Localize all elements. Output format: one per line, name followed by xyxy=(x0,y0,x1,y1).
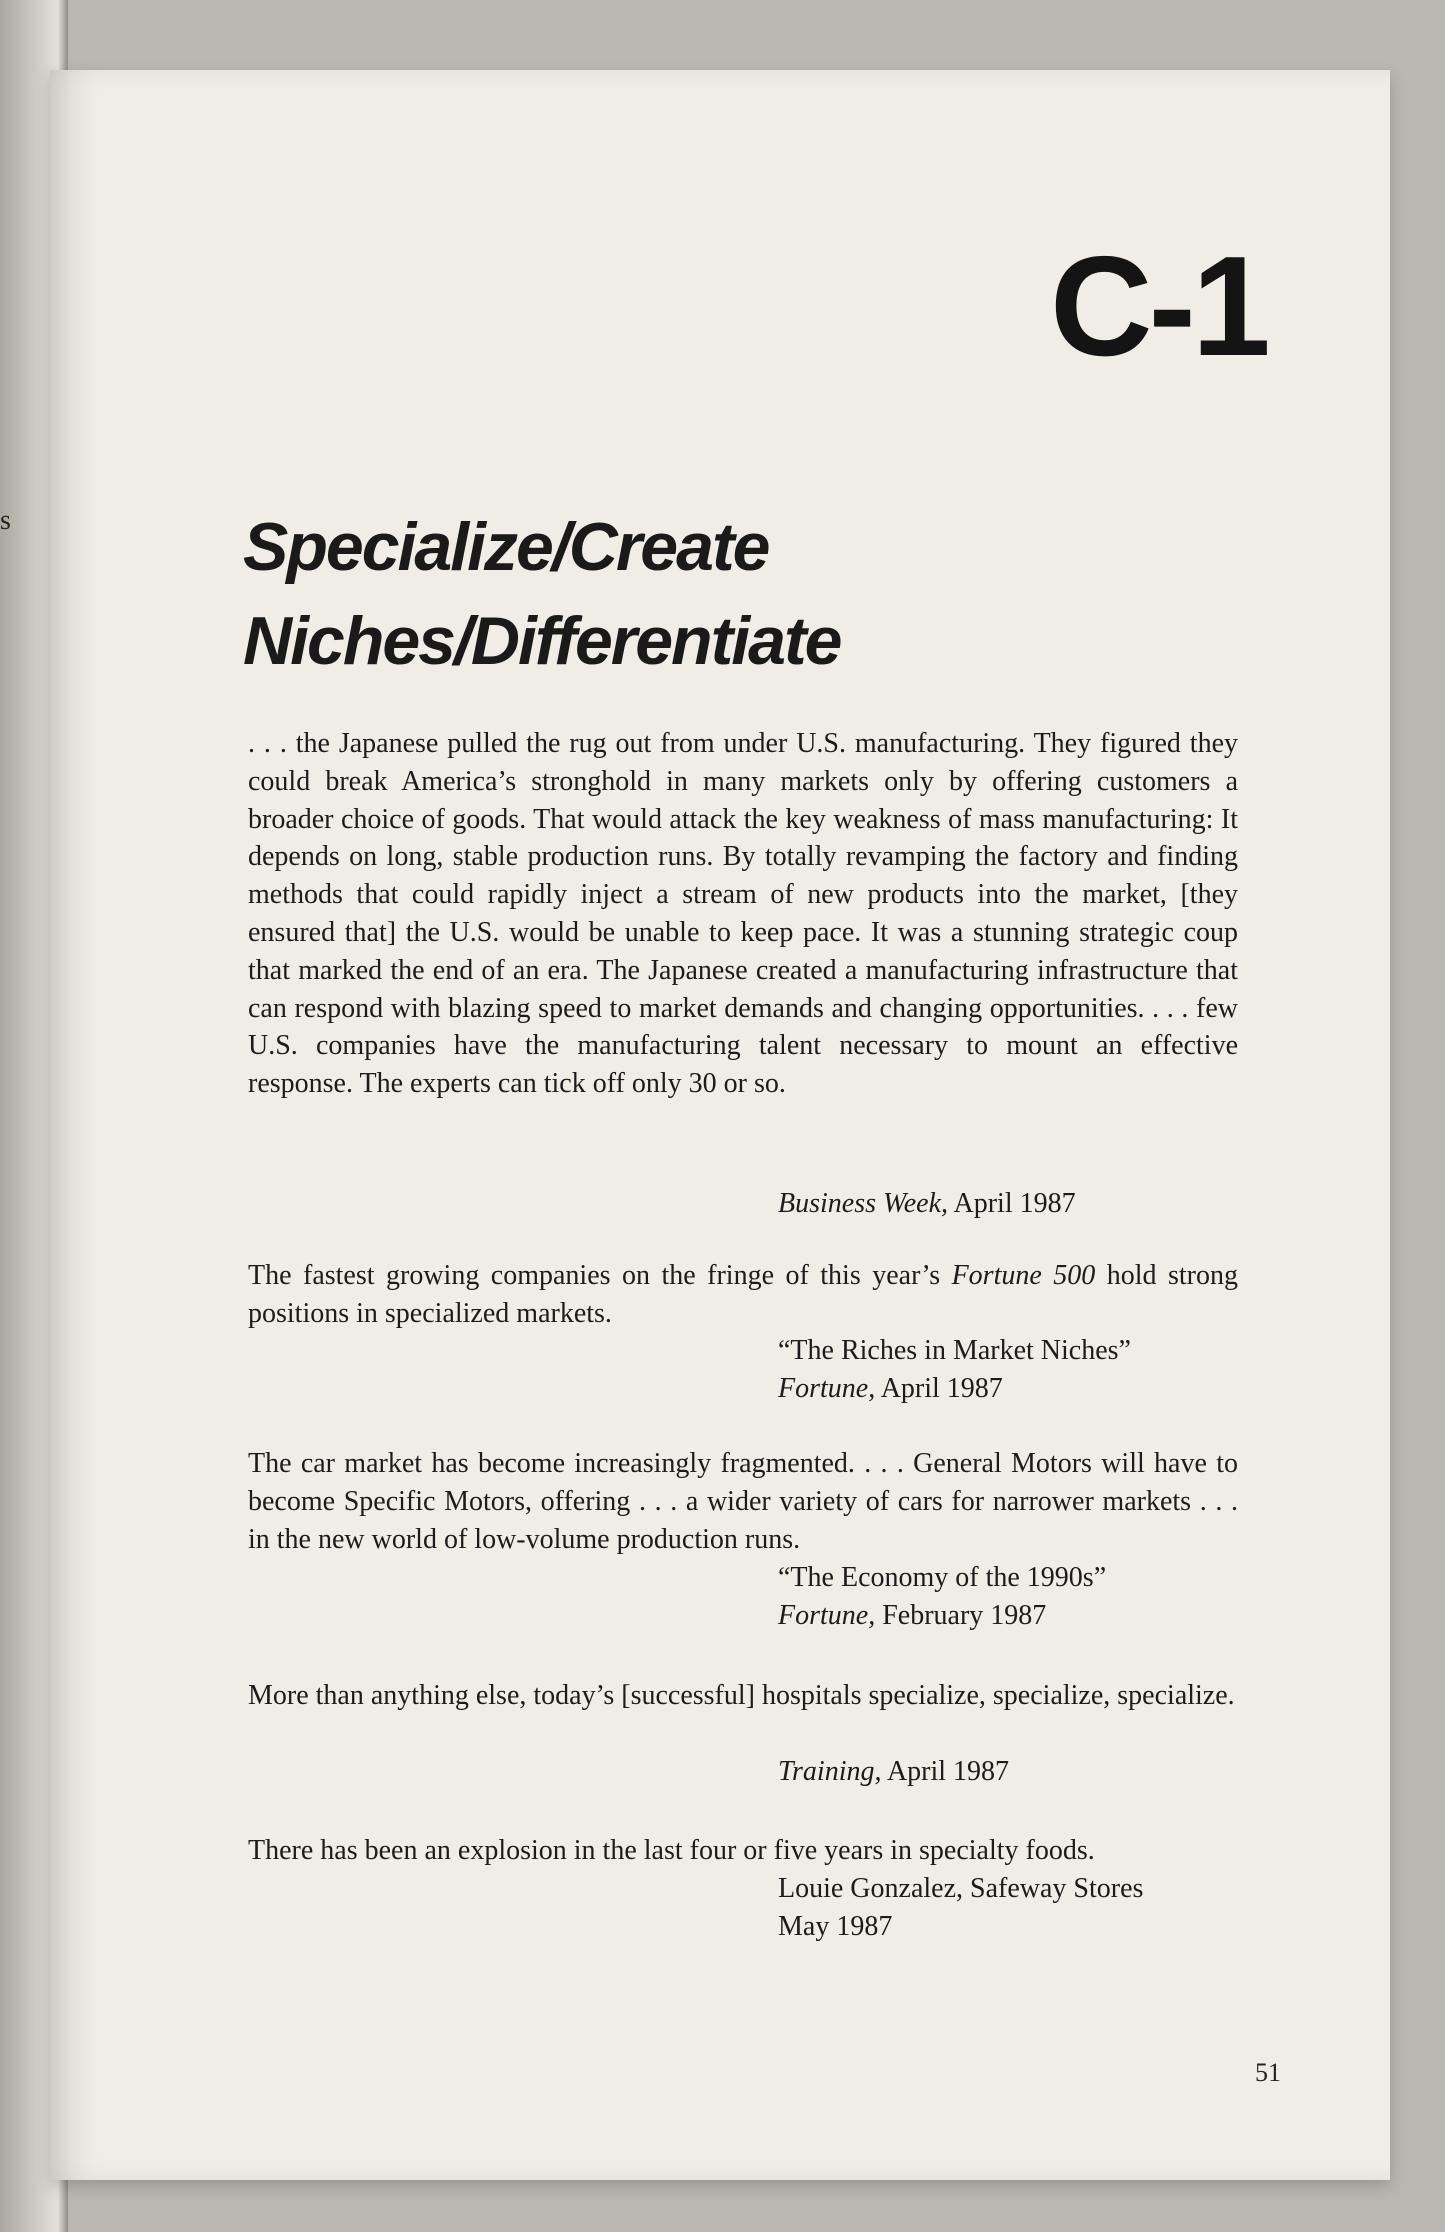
quote-2-publication: Fortune, xyxy=(778,1373,876,1404)
chapter-number: C-1 xyxy=(1050,227,1267,386)
quote-2-text xyxy=(248,1257,1238,1333)
quote-3-date: February 1987 xyxy=(882,1600,1047,1631)
quote-4-date: April 1987 xyxy=(886,1756,1010,1787)
chapter-title-line-2: Niches/Differentiate xyxy=(243,603,841,679)
quote-3-publication: Fortune, xyxy=(778,1600,876,1631)
book-page xyxy=(50,70,1390,2180)
quote-2-text-before: The fastest growing companies on the fringe of this year’s xyxy=(248,1260,952,1291)
quote-5-text: There has been an explosion in the last four or five years in specialty foods. xyxy=(248,1835,1095,1866)
quote-2-text-italic: Fortune 500 xyxy=(951,1260,1096,1291)
quote-2-text-after: hold strong positions in specialized markets. xyxy=(248,1260,1238,1329)
quote-4-text: More than anything else, today’s [successful] hospitals specialize, specialize, specialize. xyxy=(248,1680,1235,1711)
quote-4-source xyxy=(778,1753,1009,1791)
quote-1-publication: Business Week, xyxy=(778,1188,949,1219)
quote-4-publication: Training, xyxy=(778,1756,882,1787)
quote-2-date: April 1987 xyxy=(880,1373,1003,1404)
facing-page-letter: s xyxy=(0,505,11,536)
quote-2-article: “The Riches in Market Niches” xyxy=(778,1335,1131,1366)
quote-1-source xyxy=(778,1185,1076,1223)
quote-3-source xyxy=(778,1597,1046,1635)
quote-5-date: May 1987 xyxy=(778,1911,893,1942)
quote-3-text: The car market has become increasingly fragmented. . . . General Motors will have to become Specific Motors, offering . . . a wider variety of cars for narrower markets . . . in the new world of low-volume production runs. xyxy=(248,1448,1238,1555)
chapter-title xyxy=(243,500,840,688)
quote-3-article: “The Economy of the 1990s” xyxy=(778,1562,1107,1593)
quote-5-person: Louie Gonzalez, Safeway Stores xyxy=(778,1873,1144,1904)
quote-2-source xyxy=(778,1370,1003,1408)
chapter-title-line-1: Specialize/Create xyxy=(243,509,769,585)
quote-1-text: . . . the Japanese pulled the rug out from under U.S. manufacturing. They figured they could break America’s stronghold in many markets only by offering customers a broader choice of goods. That would attack the key weakness of mass manufacturing: It depends on long, stable production runs. By totally revamping the factory and finding methods that could rapidly inject a stream of new products into the market, [they ensured that] the U.S. would be unable to keep pace. It was a stunning strategic coup that marked the end of an era. The Japanese created a manufacturing infrastructure that can respond with blazing speed to market demands and changing opportunities. . . . few U.S. companies have the manufacturing talent necessary to mount an effective response. The experts can tick off only 30 or so. xyxy=(248,728,1238,1100)
page-number: 51 xyxy=(1255,2058,1281,2087)
quote-1-date: April 1987 xyxy=(953,1188,1076,1219)
